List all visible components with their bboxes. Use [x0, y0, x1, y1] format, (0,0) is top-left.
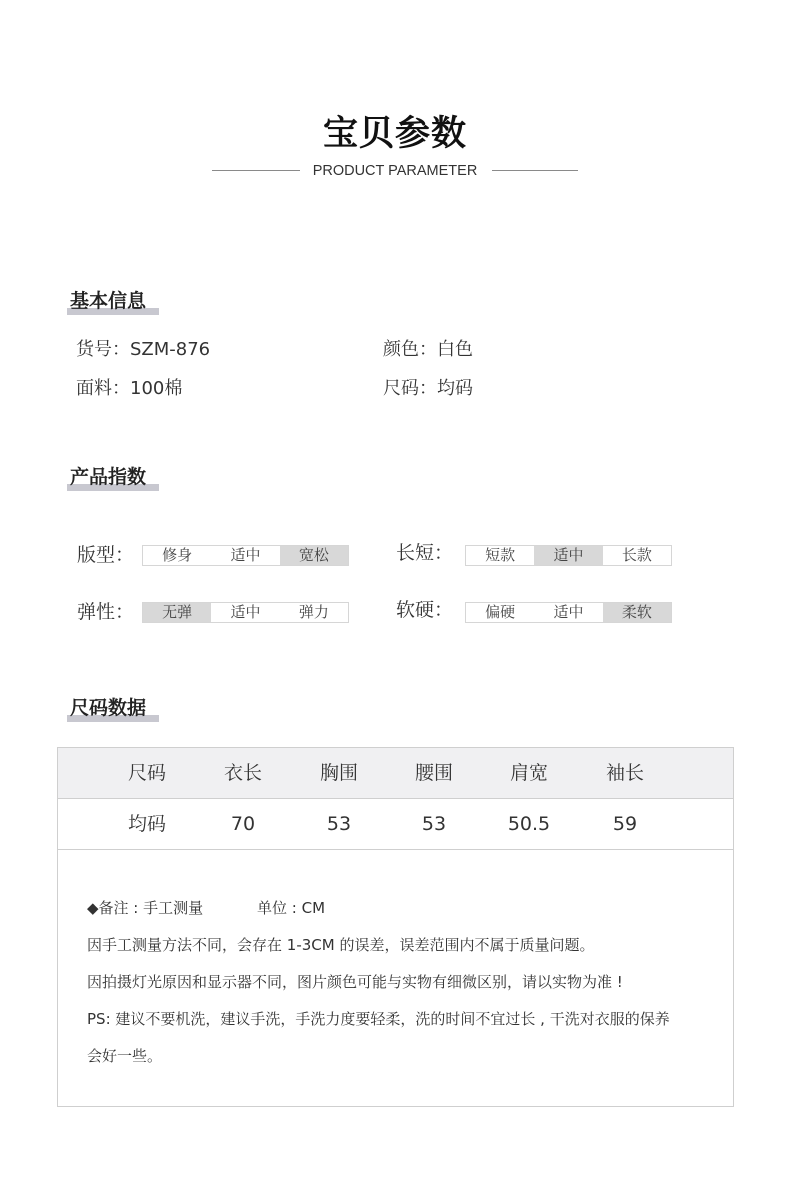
indicator-option: 适中	[230, 546, 261, 564]
indicator-option: 短款	[485, 546, 516, 564]
info-label: 颜色	[383, 339, 419, 360]
info-separator: ：	[112, 339, 130, 360]
notes-unit: 单位 : CM	[257, 899, 326, 917]
page-subtitle: PRODUCT PARAMETER	[312, 163, 478, 179]
indicator-option-selected: 柔软	[603, 603, 671, 622]
subtitle-rule-right	[492, 170, 578, 171]
indicator-option: 适中	[230, 603, 261, 621]
size-table-cell: 53	[421, 813, 447, 835]
page-title: 宝贝参数	[322, 114, 467, 154]
section-heading-text: 产品指数	[70, 466, 147, 488]
indicator-scale-length	[465, 545, 672, 566]
size-table-cell: 70	[230, 813, 256, 835]
info-label: 尺码	[383, 378, 419, 399]
indicator-scale-elasticity	[142, 602, 349, 623]
notes-remark: ◆备注 : 手工测量	[87, 899, 204, 917]
indicator-option-selected: 适中	[534, 546, 602, 565]
size-table	[57, 747, 734, 1107]
size-table-header-cell: 胸围	[319, 762, 358, 784]
info-item-color	[383, 338, 473, 362]
notes-line: 因手工测量方法不同，会存在 1-3CM 的误差，误差范围内不属于质量问题。	[87, 936, 595, 954]
section-heading-indicators	[67, 462, 146, 492]
notes-line: 因拍摄灯光原因和显示器不同，图片颜色可能与实物有细微区别，请以实物为准 !	[87, 973, 623, 991]
info-separator: ：	[419, 378, 437, 399]
size-table-cell: 均码	[127, 813, 166, 835]
size-table-header-cell: 尺码	[127, 762, 166, 784]
info-label: 面料	[76, 378, 112, 399]
indicator-option: 偏硬	[485, 603, 516, 621]
indicator-option: 长款	[621, 546, 652, 564]
size-notes	[87, 890, 717, 1075]
indicator-option-selected: 宽松	[280, 546, 348, 565]
indicator-option: 适中	[553, 603, 584, 621]
size-table-header-cell: 袖长	[605, 762, 644, 784]
info-separator: ：	[112, 378, 130, 399]
section-heading-basic-info	[67, 286, 146, 316]
section-heading-size-data	[67, 693, 146, 723]
notes-line: PS: 建议不要机洗，建议手洗，手洗力度要轻柔，洗的时间不宜过长 , 干洗对衣服的保养	[87, 1010, 670, 1028]
info-item-size	[383, 377, 473, 401]
info-item-sku	[76, 338, 210, 362]
info-label: 货号	[76, 339, 112, 360]
info-separator: ：	[419, 339, 437, 360]
size-table-header	[58, 748, 733, 799]
table-row	[58, 799, 733, 850]
size-table-cell: 59	[612, 813, 638, 835]
size-table-header-cell: 衣长	[223, 762, 262, 784]
indicator-option-selected: 无弹	[143, 603, 211, 622]
notes-remark-line	[87, 890, 717, 927]
info-value: 白色	[437, 339, 473, 360]
indicator-scale-fit	[142, 545, 349, 566]
info-item-fabric	[76, 377, 182, 401]
indicator-label-elasticity: 弹性：	[77, 601, 135, 623]
size-table-cell: 50.5	[507, 813, 551, 835]
indicator-label-length: 长短：	[396, 542, 454, 564]
indicator-option: 弹力	[298, 603, 329, 621]
size-table-cell: 53	[326, 813, 352, 835]
section-heading-text: 尺码数据	[70, 697, 147, 719]
info-value: 100棉	[130, 378, 183, 399]
indicator-label-softness: 软硬：	[396, 599, 454, 621]
size-table-header-cell: 肩宽	[509, 762, 548, 784]
indicator-scale-softness	[465, 602, 672, 623]
indicator-label-fit: 版型：	[77, 544, 135, 566]
info-value: SZM-876	[130, 339, 211, 360]
section-heading-text: 基本信息	[70, 290, 147, 312]
info-value: 均码	[437, 378, 473, 399]
notes-line: 会好一些。	[87, 1047, 163, 1065]
size-table-header-cell: 腰围	[414, 762, 453, 784]
indicator-option: 修身	[162, 546, 193, 564]
